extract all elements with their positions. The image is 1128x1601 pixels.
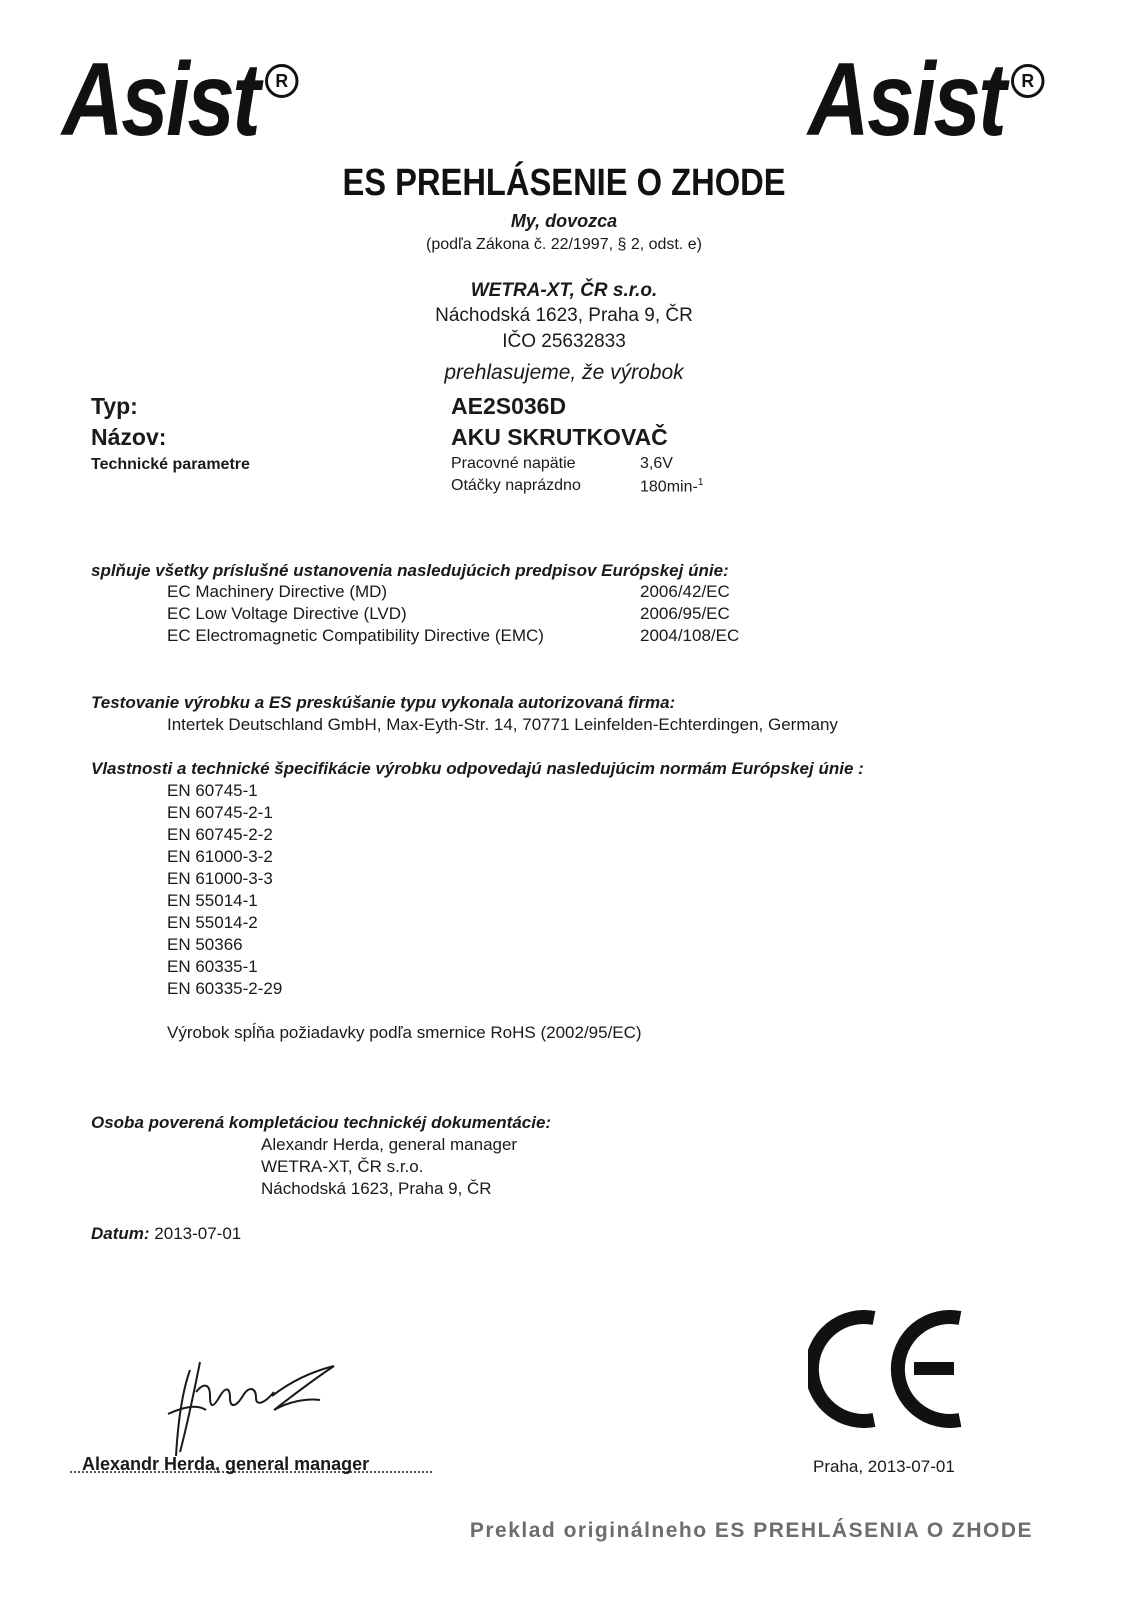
directive-name: EC Electromagnetic Compatibility Directive (EMC) [167,626,544,645]
testing-heading: Testovanie výrobku a ES preskúšanie typu vykonala autorizovaná firma: [91,693,676,712]
norm-item: EN 60335-1 [167,957,258,976]
logo-text: Asist [808,42,1005,158]
signatory-name: Alexandr Herda, general manager [82,1454,370,1474]
registered-mark: R [1011,64,1044,98]
importer-heading: My, dovozca [510,211,618,231]
asist-logo-left [62,42,289,158]
norm-item: EN 60335-2-29 [167,979,283,998]
company-ico: IČO 25632833 [502,331,626,352]
directive-code: 2004/108/EC [640,626,740,645]
param-label-speed: Otáčky naprázdno [451,477,581,494]
responsible-line: Náchodská 1623, Praha 9, ČR [261,1179,492,1198]
ce-mark-icon [808,1310,968,1428]
responsible-line: WETRA-XT, ČR s.r.o. [261,1157,424,1176]
norm-item: EN 50366 [167,935,243,954]
name-label: Názov: [91,424,167,450]
place-date: Praha, 2013-07-01 [813,1457,955,1476]
type-value: AE2S036D [451,393,567,419]
param-label-voltage: Pracovné napätie [451,455,576,472]
name-value: AKU SKRUTKOVAČ [451,424,668,450]
signature-icon [160,1352,345,1462]
directive-name: EC Low Voltage Directive (LVD) [167,604,407,623]
declaration-text: prehlasujeme, že výrobok [444,361,684,384]
type-label: Typ: [91,393,138,419]
rohs-statement: Výrobok spĺňa požiadavky podľa smernice RoHS (2002/95/EC) [167,1023,642,1042]
law-reference: (podľa Zákona č. 22/1997, § 2, odst. e) [426,236,702,253]
tech-params-label: Technické parametre [91,456,250,473]
param-value-voltage: 3,6V [640,455,673,472]
norms-heading: Vlastnosti a technické špecifikácie výrobku odpovedajú nasledujúcim normám Európskej únie : [91,759,864,778]
norm-item: EN 55014-2 [167,913,258,932]
registered-mark: R [265,64,298,98]
date-label: Datum: [91,1224,150,1243]
document-title: ES PREHLÁSENIE O ZHODE [342,162,786,204]
asist-logo-right [808,42,1035,158]
directives-heading: splňuje všetky príslušné ustanovenia nasledujúcich predpisov Európskej únie: [91,561,729,580]
param-value-speed: 180min-$^1$ [640,477,704,496]
translation-footer: Preklad originálneho ES PREHLÁSENIA O ZHODE [469,1519,1033,1542]
logo-text: Asist [62,42,259,158]
responsible-line: Alexandr Herda, general manager [261,1135,518,1154]
date-value: 2013-07-01 [154,1224,242,1243]
company-name: WETRA-XT, ČR s.r.o. [470,280,658,301]
directive-code: 2006/42/EC [640,582,730,601]
testing-firm: Intertek Deutschland GmbH, Max-Eyth-Str. 14, 70771 Leinfelden-Echterdingen, Germany [167,715,838,734]
norm-item: EN 61000-3-3 [167,869,273,888]
norm-item: EN 55014-1 [167,891,258,910]
norm-item: EN 60745-2-1 [167,803,273,822]
norm-item: EN 60745-1 [167,781,258,800]
directive-code: 2006/95/EC [640,604,730,623]
param-value-speed-sup: 1 [697,477,704,488]
company-address: Náchodská 1623, Praha 9, ČR [435,305,693,326]
directive-name: EC Machinery Directive (MD) [167,582,388,601]
norm-item: EN 60745-2-2 [167,825,273,844]
responsible-heading: Osoba poverená kompletáciou technickéj dokumentácie: [91,1113,552,1132]
norm-item: EN 61000-3-2 [167,847,273,866]
date-line [91,1224,241,1244]
